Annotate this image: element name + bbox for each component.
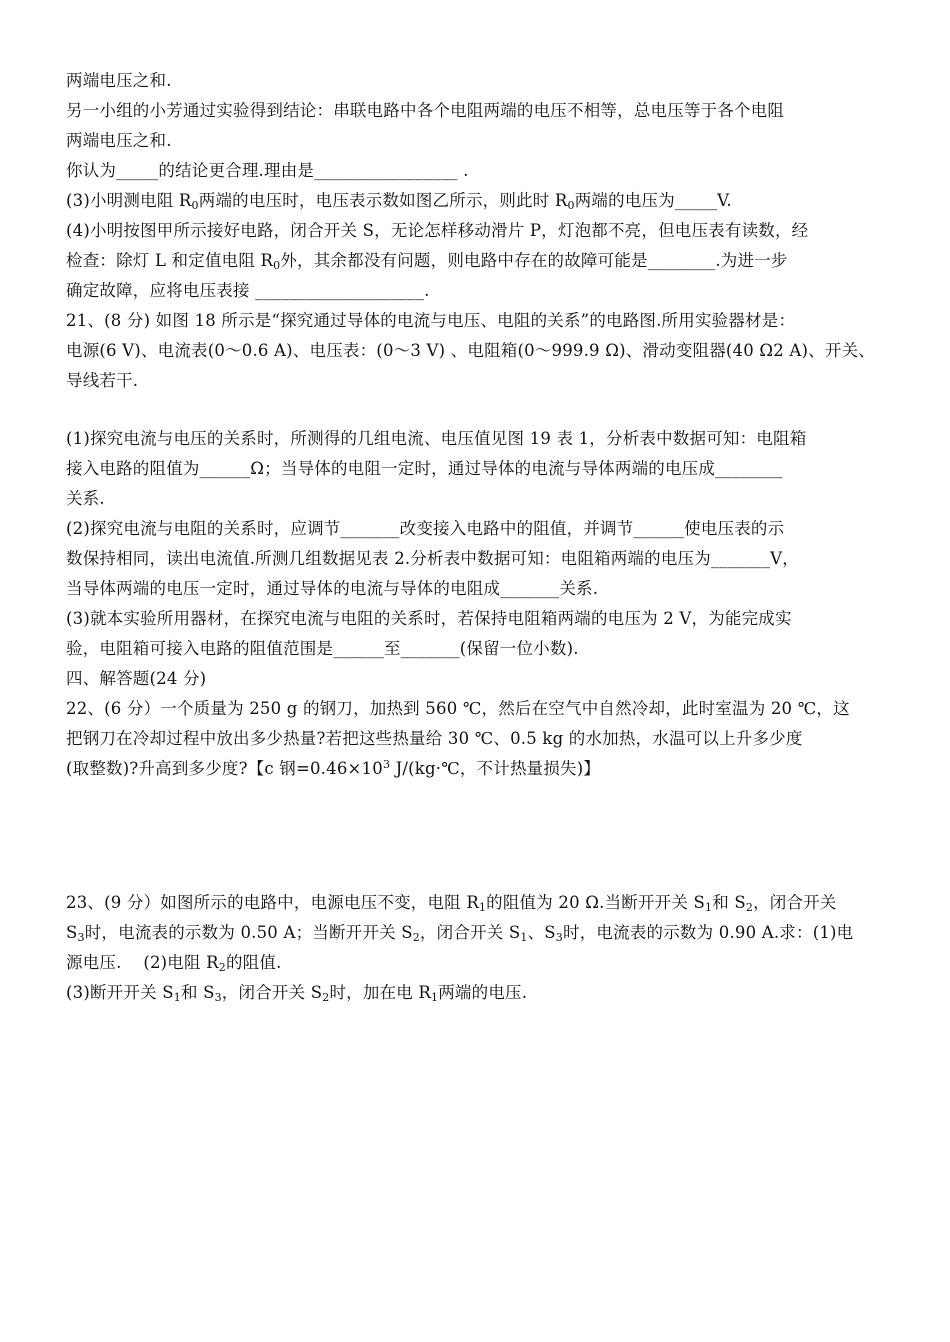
text-line	[66, 754, 896, 784]
text-line: (2)探究电流与电阻的关系时，应调节_______改变接入电路中的阻值，并调节______使电压表的示	[66, 519, 785, 538]
text-run: 和 S	[712, 893, 746, 912]
text-line: 两端电压之和.	[66, 131, 172, 150]
text-line	[66, 186, 896, 216]
text-line: 确定故障，应将电压表接 ____________________.	[66, 281, 430, 300]
subscript: 1	[478, 901, 487, 914]
text-line	[66, 918, 896, 948]
subscript: 0	[191, 199, 199, 212]
text-line: (3)就本实验所用器材，在探究电流与电阻的关系时，若保持电阻箱两端的电压为 2 V，为能完成实	[66, 609, 792, 628]
text-run: 源电压. (2)电阻 R	[66, 953, 219, 972]
text-line	[66, 246, 896, 276]
subscript: 3	[555, 931, 563, 944]
text-run: S	[66, 923, 78, 942]
text-run: 23、(9 分）如图所示的电路中，电源电压不变，电阻 R	[66, 893, 479, 912]
subscript: 3	[214, 991, 222, 1004]
text-run: (3)小明测电阻 R	[66, 191, 192, 210]
text-run: 时，电流表的示数为 0.90 A.求：(1)电	[563, 923, 854, 942]
subscript: 2	[218, 961, 226, 974]
answer-space	[66, 784, 896, 888]
subscript: 1	[173, 991, 181, 1004]
text-run: 的阻值.	[225, 953, 282, 972]
text-run: 检查：除灯 L 和定值电阻 R	[66, 251, 274, 270]
text-line: 当导体两端的电压一定时，通过导体的电流与导体的电阻成_______关系.	[66, 579, 599, 598]
subscript: 0	[567, 199, 575, 212]
subscript: 2	[412, 931, 420, 944]
text-line: 电源(6 V)、电流表(0～0.6 A)、电压表：(0～3 V) 、电阻箱(0～999.9 Ω)、滑动变阻器(40 Ω2 A)、开关、	[66, 341, 875, 360]
text-line: 验，电阻箱可接入电路的阻值范围是______至_______(保留一位小数).	[66, 639, 579, 658]
text-run: 时，电流表的示数为 0.50 A；当断开开关 S	[84, 923, 413, 942]
superscript: 3	[382, 758, 391, 771]
spacer	[66, 396, 896, 424]
text-line: 另一小组的小芳通过实验得到结论：串联电路中各个电阻两端的电压不相等，总电压等于各个电阻	[66, 101, 785, 120]
text-run: ，闭合开关 S	[221, 983, 323, 1002]
section-heading: 四、解答题(24 分)	[66, 669, 207, 688]
text-run: 两端的电压时，电压表示数如图乙所示，则此时 R	[198, 191, 568, 210]
subscript: 1	[520, 931, 528, 944]
text-run: J/(kg·℃，不计热量损失)】	[390, 759, 601, 778]
question-21-heading: 21、(8 分) 如图 18 所示是“探究通过导体的电流与电压、电阻的关系”的电路图.所用实验器材是：	[66, 311, 796, 330]
subscript: 1	[431, 991, 439, 1004]
subscript: 3	[77, 931, 85, 944]
text-line	[66, 948, 896, 978]
text-line: 两端电压之和.	[66, 71, 172, 90]
text-line: 数保持相同，读出电流值.所测几组数据见表 2.分析表中数据可知：电阻箱两端的电压为_______V，	[66, 549, 799, 568]
subscript: 2	[745, 901, 754, 914]
text-run: 外，其余都没有问题，则电路中存在的故障可能是________.为进一步	[280, 251, 788, 270]
subscript: 2	[322, 991, 330, 1004]
text-run: 的阻值为 20 Ω.当断开开关 S	[486, 893, 706, 912]
text-line: 把钢刀在冷却过程中放出多少热量?若把这些热量给 30 ℃、0.5 kg 的水加热，水温可以上升多少度	[66, 729, 803, 748]
text-run: 两端的电压.	[438, 983, 528, 1002]
subscript: 0	[273, 259, 281, 272]
text-run: (取整数)?升高到多少度?【c 钢=0.46×10	[66, 759, 383, 778]
text-run: 、S	[527, 923, 556, 942]
text-line: 关系.	[66, 489, 105, 508]
text-run: ，闭合开关	[753, 893, 837, 912]
text-run: (3)断开开关 S	[66, 983, 174, 1002]
question-23	[66, 888, 896, 918]
text-line: (4)小明按图甲所示接好电路，闭合开关 S，无论怎样移动滑片 P，灯泡都不亮，但电压表有读数，经	[66, 221, 809, 240]
subscript: 1	[705, 901, 713, 914]
text-run: 两端的电压为_____V.	[574, 191, 732, 210]
text-run: ，闭合开关 S	[419, 923, 521, 942]
text-line: 接入电路的阻值为______Ω；当导体的电阻一定时，通过导体的电流与导体两端的电压成________	[66, 459, 783, 478]
text-line	[66, 978, 896, 1008]
text-run: 和 S	[180, 983, 215, 1002]
text-line: 你认为_____的结论更合理.理由是_________________ .	[66, 161, 469, 180]
document-page	[66, 66, 896, 1008]
text-run: 时，加在电 R	[329, 983, 432, 1002]
question-22: 22、(6 分）一个质量为 250 g 的钢刀，加热到 560 ℃，然后在空气中自然冷却，此时室温为 20 ℃，这	[66, 699, 850, 718]
text-line: 导线若干.	[66, 371, 139, 390]
text-line: (1)探究电流与电压的关系时，所测得的几组电流、电压值见图 19 表 1，分析表中数据可知：电阻箱	[66, 429, 807, 448]
